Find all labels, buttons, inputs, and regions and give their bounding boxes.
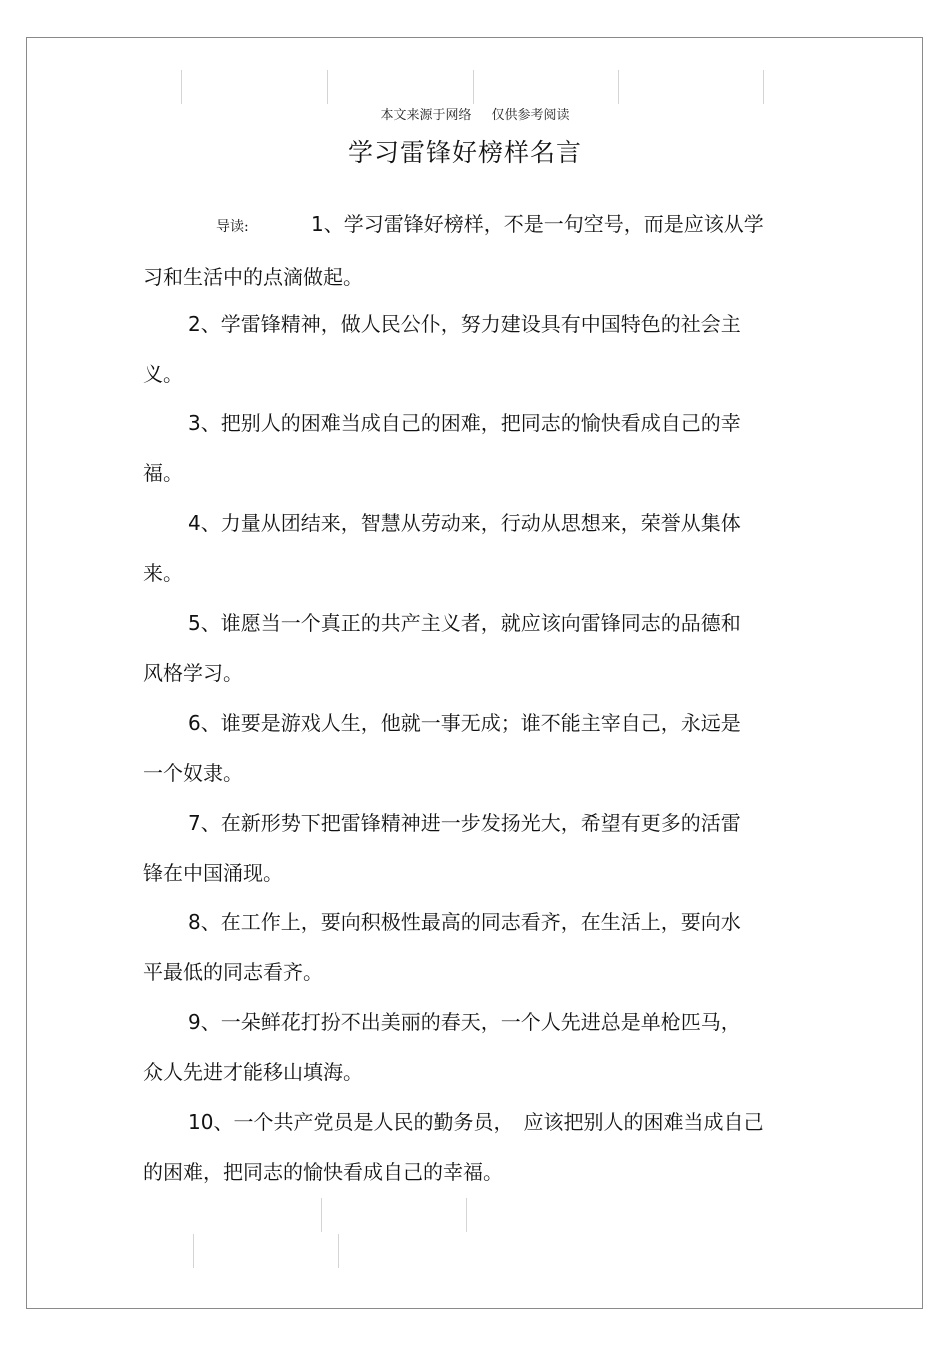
page-title: 学习雷锋好榜样名言 <box>347 138 582 167</box>
item-continuation: 来。 <box>143 561 183 585</box>
list-item <box>143 698 793 798</box>
item-first-line: 9、一朵鲜花打扮不出美丽的春天，一个人先进总是单枪匹马， <box>188 1010 741 1034</box>
item-first-line: 3、把别人的困难当成自己的困难，把同志的愉快看成自己的幸 <box>188 411 741 435</box>
source-note <box>0 104 950 123</box>
item-continuation: 福。 <box>143 461 183 485</box>
item-first-line <box>143 199 793 252</box>
item-text: 1、学习雷锋好榜样，不是一句空号，而是应该从学 <box>311 212 764 236</box>
item-continuation: 风格学习。 <box>143 661 243 685</box>
decor-line <box>338 1234 339 1268</box>
item-continuation: 众人先进才能移山填海。 <box>143 1060 363 1084</box>
source-note-left: 本文来源于网络 <box>380 108 472 123</box>
decor-line <box>618 70 619 104</box>
list-item <box>143 1097 793 1197</box>
item-continuation: 平最低的同志看齐。 <box>143 960 323 984</box>
item-continuation: 的困难，把同志的愉快看成自己的幸福。 <box>143 1160 503 1184</box>
list-item <box>143 199 793 302</box>
item-continuation: 义。 <box>143 362 183 386</box>
decor-line <box>321 1198 322 1232</box>
item-first-line: 7、在新形势下把雷锋精神进一步发扬光大，希望有更多的活雷 <box>188 811 741 835</box>
decor-line <box>466 1198 467 1232</box>
item-continuation: 锋在中国涌现。 <box>143 861 283 885</box>
item-first-line: 10、一个共产党员是人民的勤务员， 应该把别人的困难当成自己 <box>188 1110 764 1134</box>
decor-line <box>763 70 764 104</box>
item-first-line: 2、学雷锋精神，做人民公仆，努力建设具有中国特色的社会主 <box>188 312 741 336</box>
list-item <box>143 498 793 598</box>
decor-line <box>193 1234 194 1268</box>
item-continuation: 习和生活中的点滴做起。 <box>143 265 363 289</box>
item-first-line: 5、谁愿当一个真正的共产主义者，就应该向雷锋同志的品德和 <box>188 611 741 635</box>
decor-line <box>327 70 328 104</box>
list-item <box>143 598 793 698</box>
item-first-line: 8、在工作上，要向积极性最高的同志看齐，在生活上，要向水 <box>188 910 741 934</box>
intro-label: 导读: <box>216 219 249 235</box>
source-note-right: 仅供参考阅读 <box>491 108 570 123</box>
decor-line <box>473 70 474 104</box>
decor-line <box>181 70 182 104</box>
list-item <box>143 299 793 399</box>
list-item <box>143 997 793 1097</box>
list-item <box>143 897 793 997</box>
list-item <box>143 798 793 898</box>
list-item <box>143 398 793 498</box>
item-continuation: 一个奴隶。 <box>143 761 243 785</box>
item-first-line: 6、谁要是游戏人生，他就一事无成；谁不能主宰自己，永远是 <box>188 711 741 735</box>
item-first-line: 4、力量从团结来，智慧从劳动来，行动从思想来，荣誉从集体 <box>188 511 741 535</box>
